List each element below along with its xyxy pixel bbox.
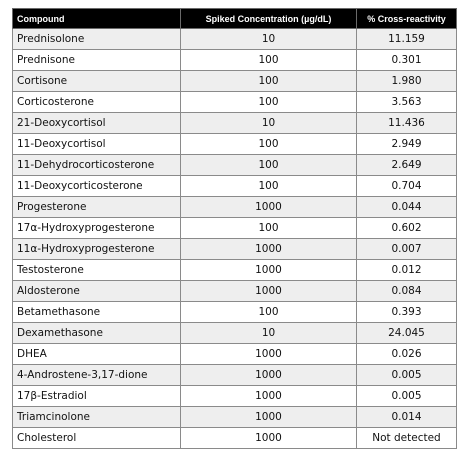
compound-cell: 21-Deoxycortisol bbox=[13, 113, 181, 134]
cross-reactivity-cell: 11.159 bbox=[357, 29, 457, 50]
cross-reactivity-cell: 0.005 bbox=[357, 365, 457, 386]
table-header bbox=[13, 9, 457, 29]
table-row bbox=[13, 197, 457, 218]
spiked-concentration-cell: 10 bbox=[181, 113, 357, 134]
header-row bbox=[13, 9, 457, 29]
spiked-concentration-cell: 100 bbox=[181, 134, 357, 155]
cross-reactivity-cell: 0.007 bbox=[357, 239, 457, 260]
cross-reactivity-cell: 24.045 bbox=[357, 323, 457, 344]
table-row bbox=[13, 134, 457, 155]
compound-cell: Progesterone bbox=[13, 197, 181, 218]
spiked-concentration-cell: 1000 bbox=[181, 428, 357, 449]
table-row bbox=[13, 344, 457, 365]
cross-reactivity-cell: 3.563 bbox=[357, 92, 457, 113]
compound-cell: 17α-Hydroxyprogesterone bbox=[13, 218, 181, 239]
compound-cell: Testosterone bbox=[13, 260, 181, 281]
compound-cell: Prednisolone bbox=[13, 29, 181, 50]
compound-cell: 17β-Estradiol bbox=[13, 386, 181, 407]
table-row bbox=[13, 113, 457, 134]
compound-cell: DHEA bbox=[13, 344, 181, 365]
spiked-concentration-cell: 100 bbox=[181, 92, 357, 113]
cross-reactivity-cell: 2.949 bbox=[357, 134, 457, 155]
table-row bbox=[13, 428, 457, 449]
table-row bbox=[13, 386, 457, 407]
table-row bbox=[13, 302, 457, 323]
header-cross-reactivity: % Cross-reactivity bbox=[357, 9, 457, 29]
compound-cell: Cholesterol bbox=[13, 428, 181, 449]
table-row bbox=[13, 365, 457, 386]
table-row bbox=[13, 155, 457, 176]
table-row bbox=[13, 218, 457, 239]
table-row bbox=[13, 323, 457, 344]
spiked-concentration-cell: 100 bbox=[181, 176, 357, 197]
cross-reactivity-cell: 0.014 bbox=[357, 407, 457, 428]
compound-cell: Corticosterone bbox=[13, 92, 181, 113]
compound-cell: 4-Androstene-3,17-dione bbox=[13, 365, 181, 386]
cross-reactivity-cell: 11.436 bbox=[357, 113, 457, 134]
table-row bbox=[13, 176, 457, 197]
compound-cell: Cortisone bbox=[13, 71, 181, 92]
compound-cell: Triamcinolone bbox=[13, 407, 181, 428]
cross-reactivity-cell: 0.602 bbox=[357, 218, 457, 239]
cross-reactivity-cell: 0.704 bbox=[357, 176, 457, 197]
spiked-concentration-cell: 1000 bbox=[181, 239, 357, 260]
compound-cell: 11-Dehydrocorticosterone bbox=[13, 155, 181, 176]
compound-cell: Dexamethasone bbox=[13, 323, 181, 344]
cross-reactivity-cell: 2.649 bbox=[357, 155, 457, 176]
cross-reactivity-cell: 0.012 bbox=[357, 260, 457, 281]
spiked-concentration-cell: 1000 bbox=[181, 281, 357, 302]
cross-reactivity-table bbox=[12, 8, 457, 449]
compound-cell: 11-Deoxycorticosterone bbox=[13, 176, 181, 197]
spiked-concentration-cell: 10 bbox=[181, 29, 357, 50]
compound-cell: 11-Deoxycortisol bbox=[13, 134, 181, 155]
compound-cell: 11α-Hydroxyprogesterone bbox=[13, 239, 181, 260]
spiked-concentration-cell: 1000 bbox=[181, 344, 357, 365]
table-row bbox=[13, 281, 457, 302]
spiked-concentration-cell: 1000 bbox=[181, 407, 357, 428]
cross-reactivity-cell: 0.044 bbox=[357, 197, 457, 218]
cross-reactivity-cell: 0.005 bbox=[357, 386, 457, 407]
spiked-concentration-cell: 100 bbox=[181, 218, 357, 239]
spiked-concentration-cell: 100 bbox=[181, 50, 357, 71]
spiked-concentration-cell: 10 bbox=[181, 323, 357, 344]
cross-reactivity-table-container bbox=[12, 8, 457, 449]
table-body bbox=[13, 29, 457, 449]
table-row bbox=[13, 29, 457, 50]
table-row bbox=[13, 92, 457, 113]
spiked-concentration-cell: 1000 bbox=[181, 260, 357, 281]
header-compound: Compound bbox=[13, 9, 181, 29]
compound-cell: Betamethasone bbox=[13, 302, 181, 323]
cross-reactivity-cell: 0.084 bbox=[357, 281, 457, 302]
spiked-concentration-cell: 100 bbox=[181, 155, 357, 176]
table-row bbox=[13, 407, 457, 428]
table-row bbox=[13, 239, 457, 260]
spiked-concentration-cell: 1000 bbox=[181, 365, 357, 386]
compound-cell: Prednisone bbox=[13, 50, 181, 71]
cross-reactivity-cell: 0.301 bbox=[357, 50, 457, 71]
compound-cell: Aldosterone bbox=[13, 281, 181, 302]
spiked-concentration-cell: 1000 bbox=[181, 386, 357, 407]
spiked-concentration-cell: 1000 bbox=[181, 197, 357, 218]
spiked-concentration-cell: 100 bbox=[181, 71, 357, 92]
header-spiked-concentration: Spiked Concentration (µg/dL) bbox=[181, 9, 357, 29]
table-row bbox=[13, 50, 457, 71]
cross-reactivity-cell: 0.026 bbox=[357, 344, 457, 365]
cross-reactivity-cell: 0.393 bbox=[357, 302, 457, 323]
cross-reactivity-cell: Not detected bbox=[357, 428, 457, 449]
table-row bbox=[13, 71, 457, 92]
spiked-concentration-cell: 100 bbox=[181, 302, 357, 323]
cross-reactivity-cell: 1.980 bbox=[357, 71, 457, 92]
table-row bbox=[13, 260, 457, 281]
